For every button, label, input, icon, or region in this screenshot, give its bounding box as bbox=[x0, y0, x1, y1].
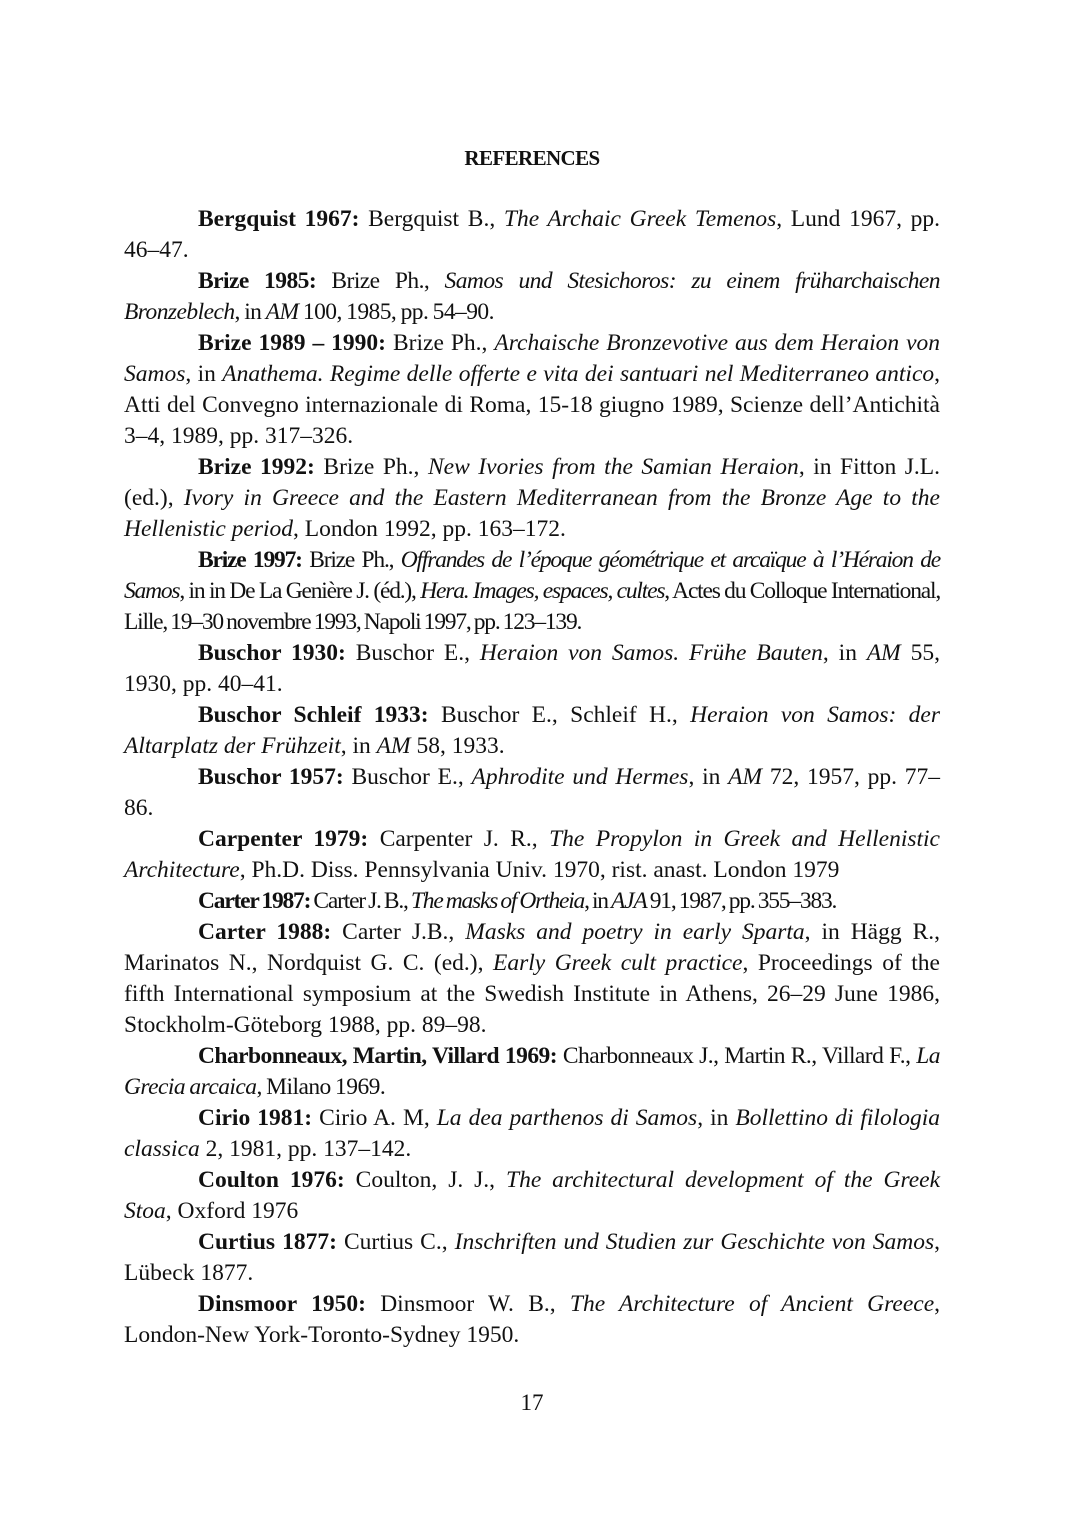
reference-title-secondary: Anathema. Regime delle offerte e vita dei santuari nel Mediterraneo antico bbox=[222, 361, 935, 387]
reference-entry-carter-1987: Carter 1987: Carter J. B., The masks of Ortheia, in AJA 91, 1987, pp. 355–383. bbox=[198, 888, 837, 914]
reference-key: Cirio 1981: bbox=[198, 1105, 313, 1131]
reference-title-secondary: Early Greek cult practice bbox=[492, 950, 743, 976]
reference-key: Buschor 1930: bbox=[198, 640, 346, 666]
reference-entry-curtius-1877: Curtius 1877: Curtius C., Inschriften und Studien zur Geschichte von Samos, Lübeck 1877. bbox=[124, 1229, 940, 1286]
reference-title: The architectural development of the Greek Stoa bbox=[124, 1167, 941, 1224]
reference-title-secondary: Bollettino di filologia classica bbox=[124, 1105, 941, 1162]
reference-title: Inschriften und Studien zur Geschichte von Samos bbox=[454, 1229, 935, 1255]
reference-title: Archaische Bronzevotive aus dem Heraion von Samos bbox=[124, 330, 941, 387]
reference-entry-buschor-1957: Buschor 1957: Buschor E., Aphrodite und Hermes, in AM 72, 1957, pp. 77–86. bbox=[124, 764, 940, 821]
reference-key: Carter 1987: bbox=[198, 888, 311, 914]
reference-key: Brize 1985: bbox=[198, 268, 317, 294]
reference-title: The Archaic Greek Temenos bbox=[503, 206, 777, 232]
reference-title: Samos und Stesichoros: zu einem früharchaischen Bronzeblech bbox=[124, 268, 940, 325]
reference-entry-brize-1989-1990: Brize 1989 – 1990: Brize Ph., Archaische Bronzevotive aus dem Heraion von Samos, in Anathema. Regime delle offerte e vita dei santuari nel Mediterraneo antico, Atti del Convegno internazionale di Roma, 15-18 giugno 1989, Scienze dell’Antichità 3–4, 1989, pp. 317–326. bbox=[124, 330, 941, 449]
reference-title: Heraion von Samos: der Altarplatz der Frühzeit bbox=[124, 702, 941, 759]
document-page bbox=[124, 0, 940, 1530]
reference-key: Coulton 1976: bbox=[198, 1167, 345, 1193]
reference-title: Masks and poetry in early Sparta bbox=[465, 919, 805, 945]
reference-title-secondary: Hera. Images, espaces, cultes bbox=[420, 578, 665, 604]
reference-title: Aphrodite und Hermes bbox=[471, 764, 689, 790]
reference-journal: AJA bbox=[611, 888, 647, 914]
reference-key: Carter 1988: bbox=[198, 919, 332, 945]
reference-title: Heraion von Samos. Frühe Bauten bbox=[479, 640, 823, 666]
reference-key: Brize 1992: bbox=[198, 454, 315, 480]
reference-title: La Grecia arcaica bbox=[124, 1043, 940, 1100]
reference-key: Charbonneaux, Martin, Villard 1969: bbox=[198, 1043, 558, 1069]
reference-key: Bergquist 1967: bbox=[198, 206, 360, 232]
reference-title: La dea parthenos di Samos bbox=[436, 1105, 698, 1131]
reference-journal: AM bbox=[376, 733, 411, 759]
reference-title: Offrandes de l’époque géométrique et arcaïque à l’Héraion de Samos bbox=[124, 547, 940, 604]
reference-entry-brize-1985: Brize 1985: Brize Ph., Samos und Stesichoros: zu einem früharchaischen Bronzeblech, in AM 100, 1985, pp. 54–90. bbox=[124, 268, 940, 325]
reference-key: Carpenter 1979: bbox=[198, 826, 369, 852]
reference-entry-dinsmoor-1950: Dinsmoor 1950: Dinsmoor W. B., The Architecture of Ancient Greece, London-New York-Toronto-Sydney 1950. bbox=[124, 1291, 941, 1348]
reference-entry-brize-1997: Brize 1997: Brize Ph., Offrandes de l’époque géométrique et arcaïque à l’Héraion de Samos, in in De La Genière J. (éd.), Hera. Images, espaces, cultes, Actes du Colloque International, Lille, 19–30 novembre 1993, Napoli 1997, pp. 123–139. bbox=[124, 547, 941, 635]
reference-entry-brize-1992: Brize 1992: Brize Ph., New Ivories from the Samian Heraion, in Fitton J.L. (ed.), Ivory in Greece and the Eastern Mediterranean from the Bronze Age to the Hellenistic period, London 1992, pp. 163–172. bbox=[124, 454, 941, 542]
reference-entry-carter-1988: Carter 1988: Carter J.B., Masks and poetry in early Sparta, in Hägg R., Marinatos N., Nordquist G. C. (ed.), Early Greek cult practice, Proceedings of the fifth International symposium at the Swedish Institute in Athens, 26–29 June 1986, Stockholm-Göteborg 1988, pp. 89–98. bbox=[124, 919, 940, 1038]
reference-key: Brize 1989 – 1990: bbox=[198, 330, 387, 356]
reference-key: Buschor Schleif 1933: bbox=[198, 702, 429, 728]
reference-title-secondary: Ivory in Greece and the Eastern Mediterranean from the Bronze Age to the Hellenistic period bbox=[124, 485, 940, 542]
reference-title: The Architecture of Ancient Greece bbox=[569, 1291, 935, 1317]
reference-key: Brize 1997: bbox=[198, 547, 302, 573]
reference-key: Buschor 1957: bbox=[198, 764, 344, 790]
reference-title: New Ivories from the Samian Heraion bbox=[427, 454, 799, 480]
reference-entry-bergquist-1967: Bergquist 1967: Bergquist B., The Archaic Greek Temenos, Lund 1967, pp. 46–47. bbox=[124, 206, 941, 263]
reference-title: The masks of Ortheia bbox=[410, 888, 585, 914]
reference-entry-charbonneaux-1969: Charbonneaux, Martin, Villard 1969: Charbonneaux J., Martin R., Villard F., La Grecia arcaica, Milano 1969. bbox=[124, 1043, 940, 1100]
page-heading: REFERENCES bbox=[464, 146, 600, 170]
reference-list bbox=[124, 204, 940, 1351]
reference-key: Dinsmoor 1950: bbox=[198, 1291, 366, 1317]
reference-entry-buschor-schleif-1933: Buschor Schleif 1933: Buschor E., Schleif H., Heraion von Samos: der Altarplatz der Frühzeit, in AM 58, 1933. bbox=[124, 702, 941, 759]
page-number: 17 bbox=[520, 1390, 544, 1415]
reference-key: Curtius 1877: bbox=[198, 1229, 337, 1255]
reference-entry-coulton-1976: Coulton 1976: Coulton, J. J., The architectural development of the Greek Stoa, Oxford 1976 bbox=[124, 1167, 941, 1224]
reference-journal: AM bbox=[728, 764, 763, 790]
reference-entry-buschor-1930: Buschor 1930: Buschor E., Heraion von Samos. Frühe Bauten, in AM 55, 1930, pp. 40–41. bbox=[124, 640, 941, 697]
reference-entry-cirio-1981: Cirio 1981: Cirio A. M, La dea parthenos di Samos, in Bollettino di filologia classica 2, 1981, pp. 137–142. bbox=[124, 1105, 941, 1162]
reference-title: The Propylon in Greek and Hellenistic Architecture bbox=[124, 826, 940, 883]
reference-journal: AM bbox=[866, 640, 901, 666]
reference-journal: AM bbox=[265, 299, 299, 325]
reference-entry-carpenter-1979: Carpenter 1979: Carpenter J. R., The Propylon in Greek and Hellenistic Architecture, Ph.D. Diss. Pennsylvania Univ. 1970, rist. anast. London 1979 bbox=[124, 826, 940, 883]
